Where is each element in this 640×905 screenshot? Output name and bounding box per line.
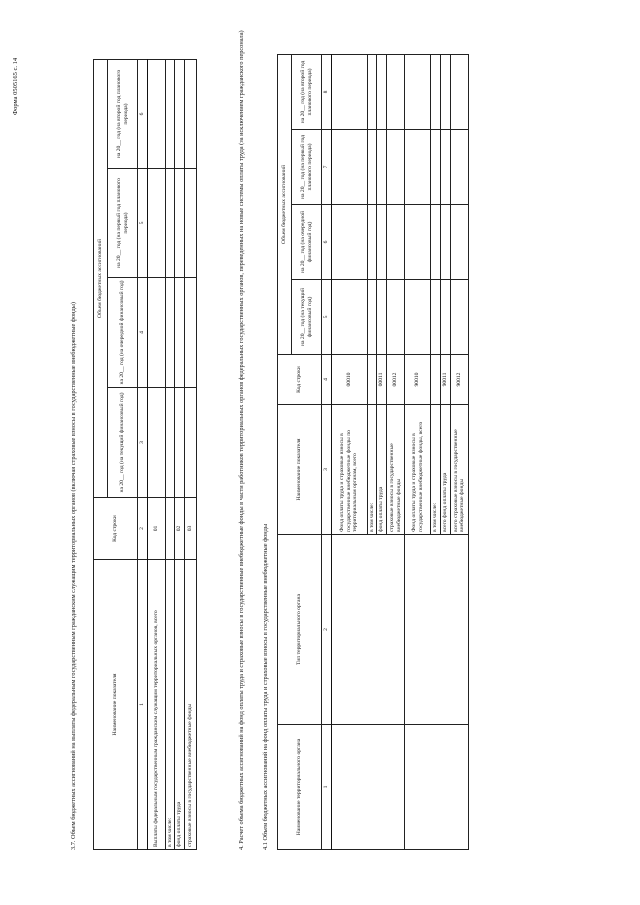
value-cell — [147, 60, 165, 169]
header-year-4: на 20__ год (на второй год планового периода) — [292, 55, 322, 130]
value-cell — [165, 60, 175, 169]
value-cell — [440, 55, 450, 130]
row-name: Выплаты федеральным государственным гражданским служащим территориальных органов, всего — [147, 560, 165, 850]
value-cell — [165, 388, 175, 498]
column-number: 2 — [322, 535, 332, 725]
org-name-cell — [331, 725, 405, 850]
column-number: 4 — [322, 355, 332, 405]
value-cell — [331, 130, 367, 205]
value-cell — [331, 280, 367, 355]
row-code: 90010 — [405, 355, 431, 405]
value-cell — [387, 280, 405, 355]
value-cell — [450, 205, 468, 280]
row-code: 00010 — [331, 355, 367, 405]
value-cell — [450, 280, 468, 355]
row-name: всего страховые взносы в государственные внебюджетные фонды — [450, 405, 468, 535]
column-number: 6 — [322, 205, 332, 280]
org-name-cell — [405, 725, 469, 850]
header-org-name: Наименование территориального органа — [278, 725, 322, 850]
header-volume: Объем бюджетных ассигнований — [278, 55, 292, 355]
value-cell — [185, 169, 197, 278]
value-cell — [175, 60, 185, 169]
header-year-3: на 20__ год (на первый год планового периода) — [108, 169, 138, 278]
row-name: в том числе: — [367, 405, 377, 535]
value-cell — [331, 55, 367, 130]
value-cell — [175, 278, 185, 388]
column-number: 1 — [138, 560, 148, 850]
row-name: фонд оплаты труда — [175, 560, 185, 850]
value-cell — [147, 169, 165, 278]
value-cell — [377, 55, 387, 130]
section-41-title: 4.1 Объем бюджетных ассигнований на фонд оплаты труда и страховые взносы в государственные внебюджетные фонды — [262, 523, 269, 850]
row-name: Фонд оплаты труда и страховые взносы в государственные внебюджетные фонды по территориальным органам, всего — [331, 405, 367, 535]
value-cell — [387, 205, 405, 280]
value-cell — [185, 388, 197, 498]
table-row — [331, 55, 367, 850]
header-code: Код строки — [94, 498, 138, 560]
row-code — [367, 355, 377, 405]
value-cell — [431, 205, 441, 280]
value-cell — [175, 169, 185, 278]
row-name: страховые взносы в государственные внебюджетные фонды — [387, 405, 405, 535]
value-cell — [377, 130, 387, 205]
row-code — [431, 355, 441, 405]
header-name: Наименование показателя — [94, 560, 138, 850]
row-name: всего фонд оплаты труда — [440, 405, 450, 535]
row-code — [165, 498, 175, 560]
header-code: Код строки — [278, 355, 322, 405]
value-cell — [405, 205, 431, 280]
header-year-2: на 20__ год (на очередной финансовый год) — [292, 205, 322, 280]
section-41-table — [277, 54, 469, 850]
value-cell — [147, 388, 165, 498]
row-name: в том числе: — [431, 405, 441, 535]
value-cell — [450, 130, 468, 205]
value-cell — [165, 169, 175, 278]
row-name: в том числе: — [165, 560, 175, 850]
value-cell — [405, 55, 431, 130]
row-name: фонд оплаты труда — [377, 405, 387, 535]
value-cell — [440, 205, 450, 280]
value-cell — [405, 280, 431, 355]
value-cell — [147, 278, 165, 388]
table-row — [147, 60, 165, 850]
value-cell — [440, 130, 450, 205]
value-cell — [377, 205, 387, 280]
table-row — [165, 60, 175, 850]
value-cell — [185, 60, 197, 169]
value-cell — [175, 388, 185, 498]
header-year-3: на 20__ год (на первый год планового периода) — [292, 130, 322, 205]
form-code: Форма 0505165 с. 14 — [12, 57, 19, 115]
value-cell — [367, 130, 377, 205]
value-cell — [431, 130, 441, 205]
table-row — [185, 60, 197, 850]
row-name: Фонд оплаты труда и страховые взносы в государственные внебюджетные фонды, всего — [405, 405, 431, 535]
section-37-table — [93, 59, 197, 850]
value-cell — [367, 55, 377, 130]
value-cell — [185, 278, 197, 388]
org-type-cell — [405, 535, 469, 725]
row-code: 02 — [175, 498, 185, 560]
section-4-title: 4. Расчет объема бюджетных ассигнований на фонд оплаты труда и страховые взносы в государственные внебюджетные фонды в части работников территориальных органов федеральных государственных органов, переведенных на новые системы оплаты труда (за исключением гражданского персонала) — [238, 30, 245, 850]
row-name: страховые взносы в государственные внебюджетные фонды — [185, 560, 197, 850]
column-number: 6 — [138, 60, 148, 169]
column-number: 2 — [138, 498, 148, 560]
column-number: 3 — [138, 388, 148, 498]
table-row — [175, 60, 185, 850]
value-cell — [331, 205, 367, 280]
value-cell — [377, 280, 387, 355]
value-cell — [367, 205, 377, 280]
value-cell — [387, 130, 405, 205]
table-row — [405, 55, 431, 850]
value-cell — [440, 280, 450, 355]
row-code: 03 — [185, 498, 197, 560]
header-org-type: Тип территориального органа — [278, 535, 322, 725]
header-name: Наименование показателя — [278, 405, 322, 535]
header-volume: Объем бюджетных ассигнований — [94, 60, 108, 498]
row-code: 90011 — [440, 355, 450, 405]
row-code: 00011 — [377, 355, 387, 405]
header-year-1: на 20__ год (на текущий финансовый год) — [108, 388, 138, 498]
value-cell — [431, 280, 441, 355]
value-cell — [450, 55, 468, 130]
value-cell — [367, 280, 377, 355]
column-number: 1 — [322, 725, 332, 850]
header-year-4: на 20__ год (на второй год планового периода) — [108, 60, 138, 169]
row-code: 90012 — [450, 355, 468, 405]
header-year-1: на 20__ год (на текущий финансовый год) — [292, 280, 322, 355]
row-code: 00012 — [387, 355, 405, 405]
column-number: 8 — [322, 55, 332, 130]
header-year-2: на 20__ год (на очередной финансовый год) — [108, 278, 138, 388]
value-cell — [387, 55, 405, 130]
column-number: 5 — [138, 169, 148, 278]
column-number: 3 — [322, 405, 332, 535]
section-37-title: 3.7. Объем бюджетных ассигнований на выплаты федеральным государственным гражданским служащим территориальных органов (включая страховые взносы в государственные внебюджетные фонды) — [70, 301, 77, 850]
column-number: 5 — [322, 280, 332, 355]
org-type-cell — [331, 535, 405, 725]
value-cell — [431, 55, 441, 130]
value-cell — [165, 278, 175, 388]
row-code: 01 — [147, 498, 165, 560]
column-number: 4 — [138, 278, 148, 388]
value-cell — [405, 130, 431, 205]
column-number: 7 — [322, 130, 332, 205]
